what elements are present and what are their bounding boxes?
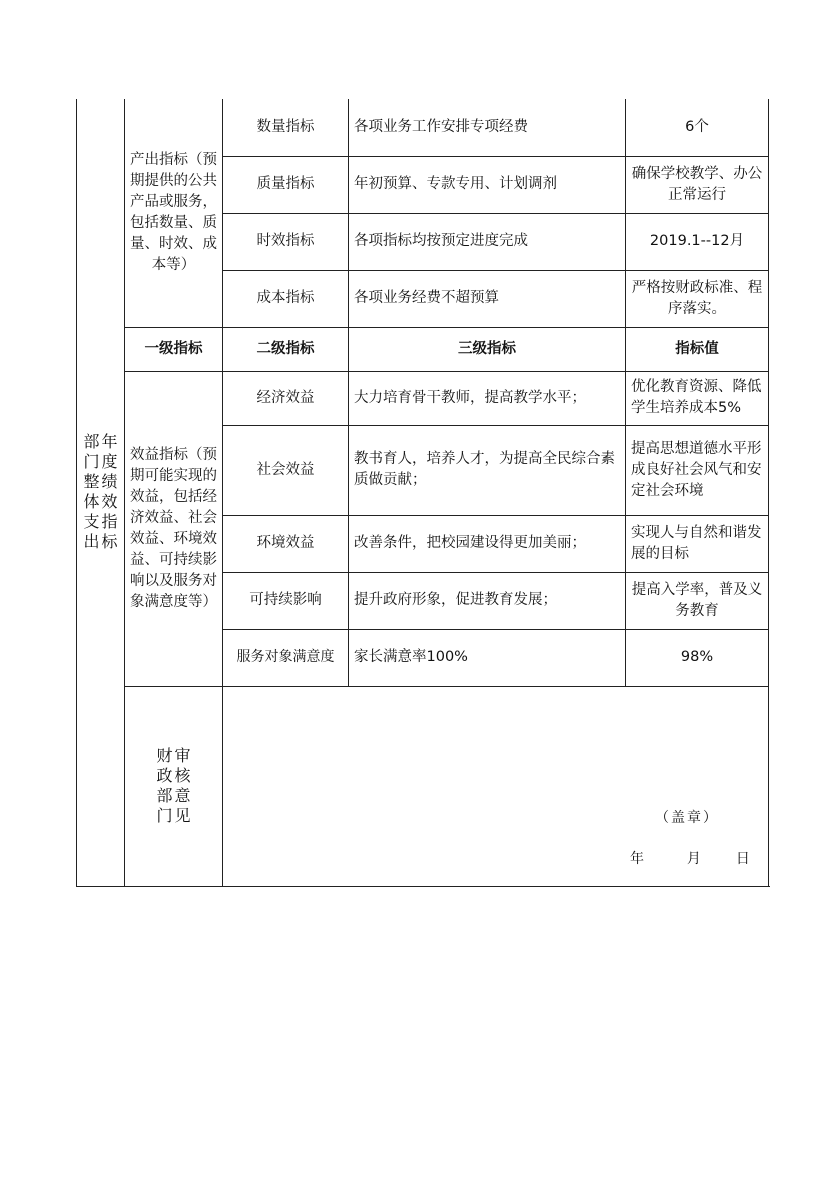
output-value-cell: 6个 bbox=[626, 99, 769, 156]
output-level3-cell: 各项指标均按预定进度完成 bbox=[349, 213, 626, 270]
header-level1: 一级指标 bbox=[125, 327, 223, 371]
annual-department-indicator-label bbox=[77, 99, 125, 886]
benefit-value-cell: 提高思想道德水平形成良好社会风气和安定社会环境 bbox=[626, 425, 769, 515]
benefit-level2-cell: 社会效益 bbox=[223, 425, 349, 515]
benefit-value-cell: 优化教育资源、降低学生培养成本5% bbox=[626, 371, 769, 425]
benefit-indicator-description: 效益指标（预期可能实现的效益，包括经济效益、社会效益、环境效益、可持续影响以及服务对象满意度等） bbox=[125, 371, 223, 686]
benefit-level3-cell: 家长满意率100% bbox=[349, 629, 626, 686]
output-level3-cell: 各项业务经费不超预算 bbox=[349, 270, 626, 327]
performance-indicator-table bbox=[76, 99, 769, 887]
benefit-level2-cell: 服务对象满意度 bbox=[223, 629, 349, 686]
output-value-cell: 严格按财政标准、程序落实。 bbox=[626, 270, 769, 327]
benefit-level2-cell: 经济效益 bbox=[223, 371, 349, 425]
annual-col-right: 年 度 绩 效 指 标 bbox=[101, 432, 118, 552]
output-value-cell: 确保学校教学、办公正常运行 bbox=[626, 156, 769, 213]
header-level2: 二级指标 bbox=[223, 327, 349, 371]
header-value: 指标值 bbox=[626, 327, 769, 371]
benefit-value-cell: 实现人与自然和谐发展的目标 bbox=[626, 515, 769, 572]
benefit-value-cell: 98% bbox=[626, 629, 769, 686]
output-level2-cell: 数量指标 bbox=[223, 99, 349, 156]
benefit-level3-cell: 教书育人，培养人才，为提高全民综合素质做贡献； bbox=[349, 425, 626, 515]
benefit-level3-cell: 改善条件，把校园建设得更加美丽； bbox=[349, 515, 626, 572]
output-level2-cell: 成本指标 bbox=[223, 270, 349, 327]
finance-review-label bbox=[125, 686, 223, 886]
finance-review-opinion-area bbox=[223, 686, 769, 886]
benefit-level2-cell: 环境效益 bbox=[223, 515, 349, 572]
output-value-cell: 2019.1--12月 bbox=[626, 213, 769, 270]
benefit-level3-cell: 提升政府形象，促进教育发展； bbox=[349, 572, 626, 629]
benefit-level3-cell: 大力培育骨干教师，提高教学水平； bbox=[349, 371, 626, 425]
output-level3-cell: 各项业务工作安排专项经费 bbox=[349, 99, 626, 156]
day-label: 日 bbox=[735, 850, 750, 867]
benefit-value-cell: 提高入学率，普及义务教育 bbox=[626, 572, 769, 629]
benefit-level2-cell: 可持续影响 bbox=[223, 572, 349, 629]
header-level3: 三级指标 bbox=[349, 327, 626, 371]
annual-col-left: 部 门 整 体 支 出 bbox=[83, 432, 100, 552]
year-label: 年 bbox=[630, 850, 644, 867]
output-indicator-description: 产出指标（预期提供的公共产品或服务，包括数量、质量、时效、成本等） bbox=[125, 99, 223, 327]
output-level2-cell: 时效指标 bbox=[223, 213, 349, 270]
date-line bbox=[630, 849, 750, 870]
finance-col-left: 财 政 部 门 bbox=[156, 746, 173, 825]
output-level3-cell: 年初预算、专款专用、计划调剂 bbox=[349, 156, 626, 213]
seal-label: （盖章） bbox=[655, 809, 719, 826]
output-level2-cell: 质量指标 bbox=[223, 156, 349, 213]
finance-col-right: 审 核 意 见 bbox=[174, 746, 191, 825]
month-label: 月 bbox=[686, 850, 701, 867]
